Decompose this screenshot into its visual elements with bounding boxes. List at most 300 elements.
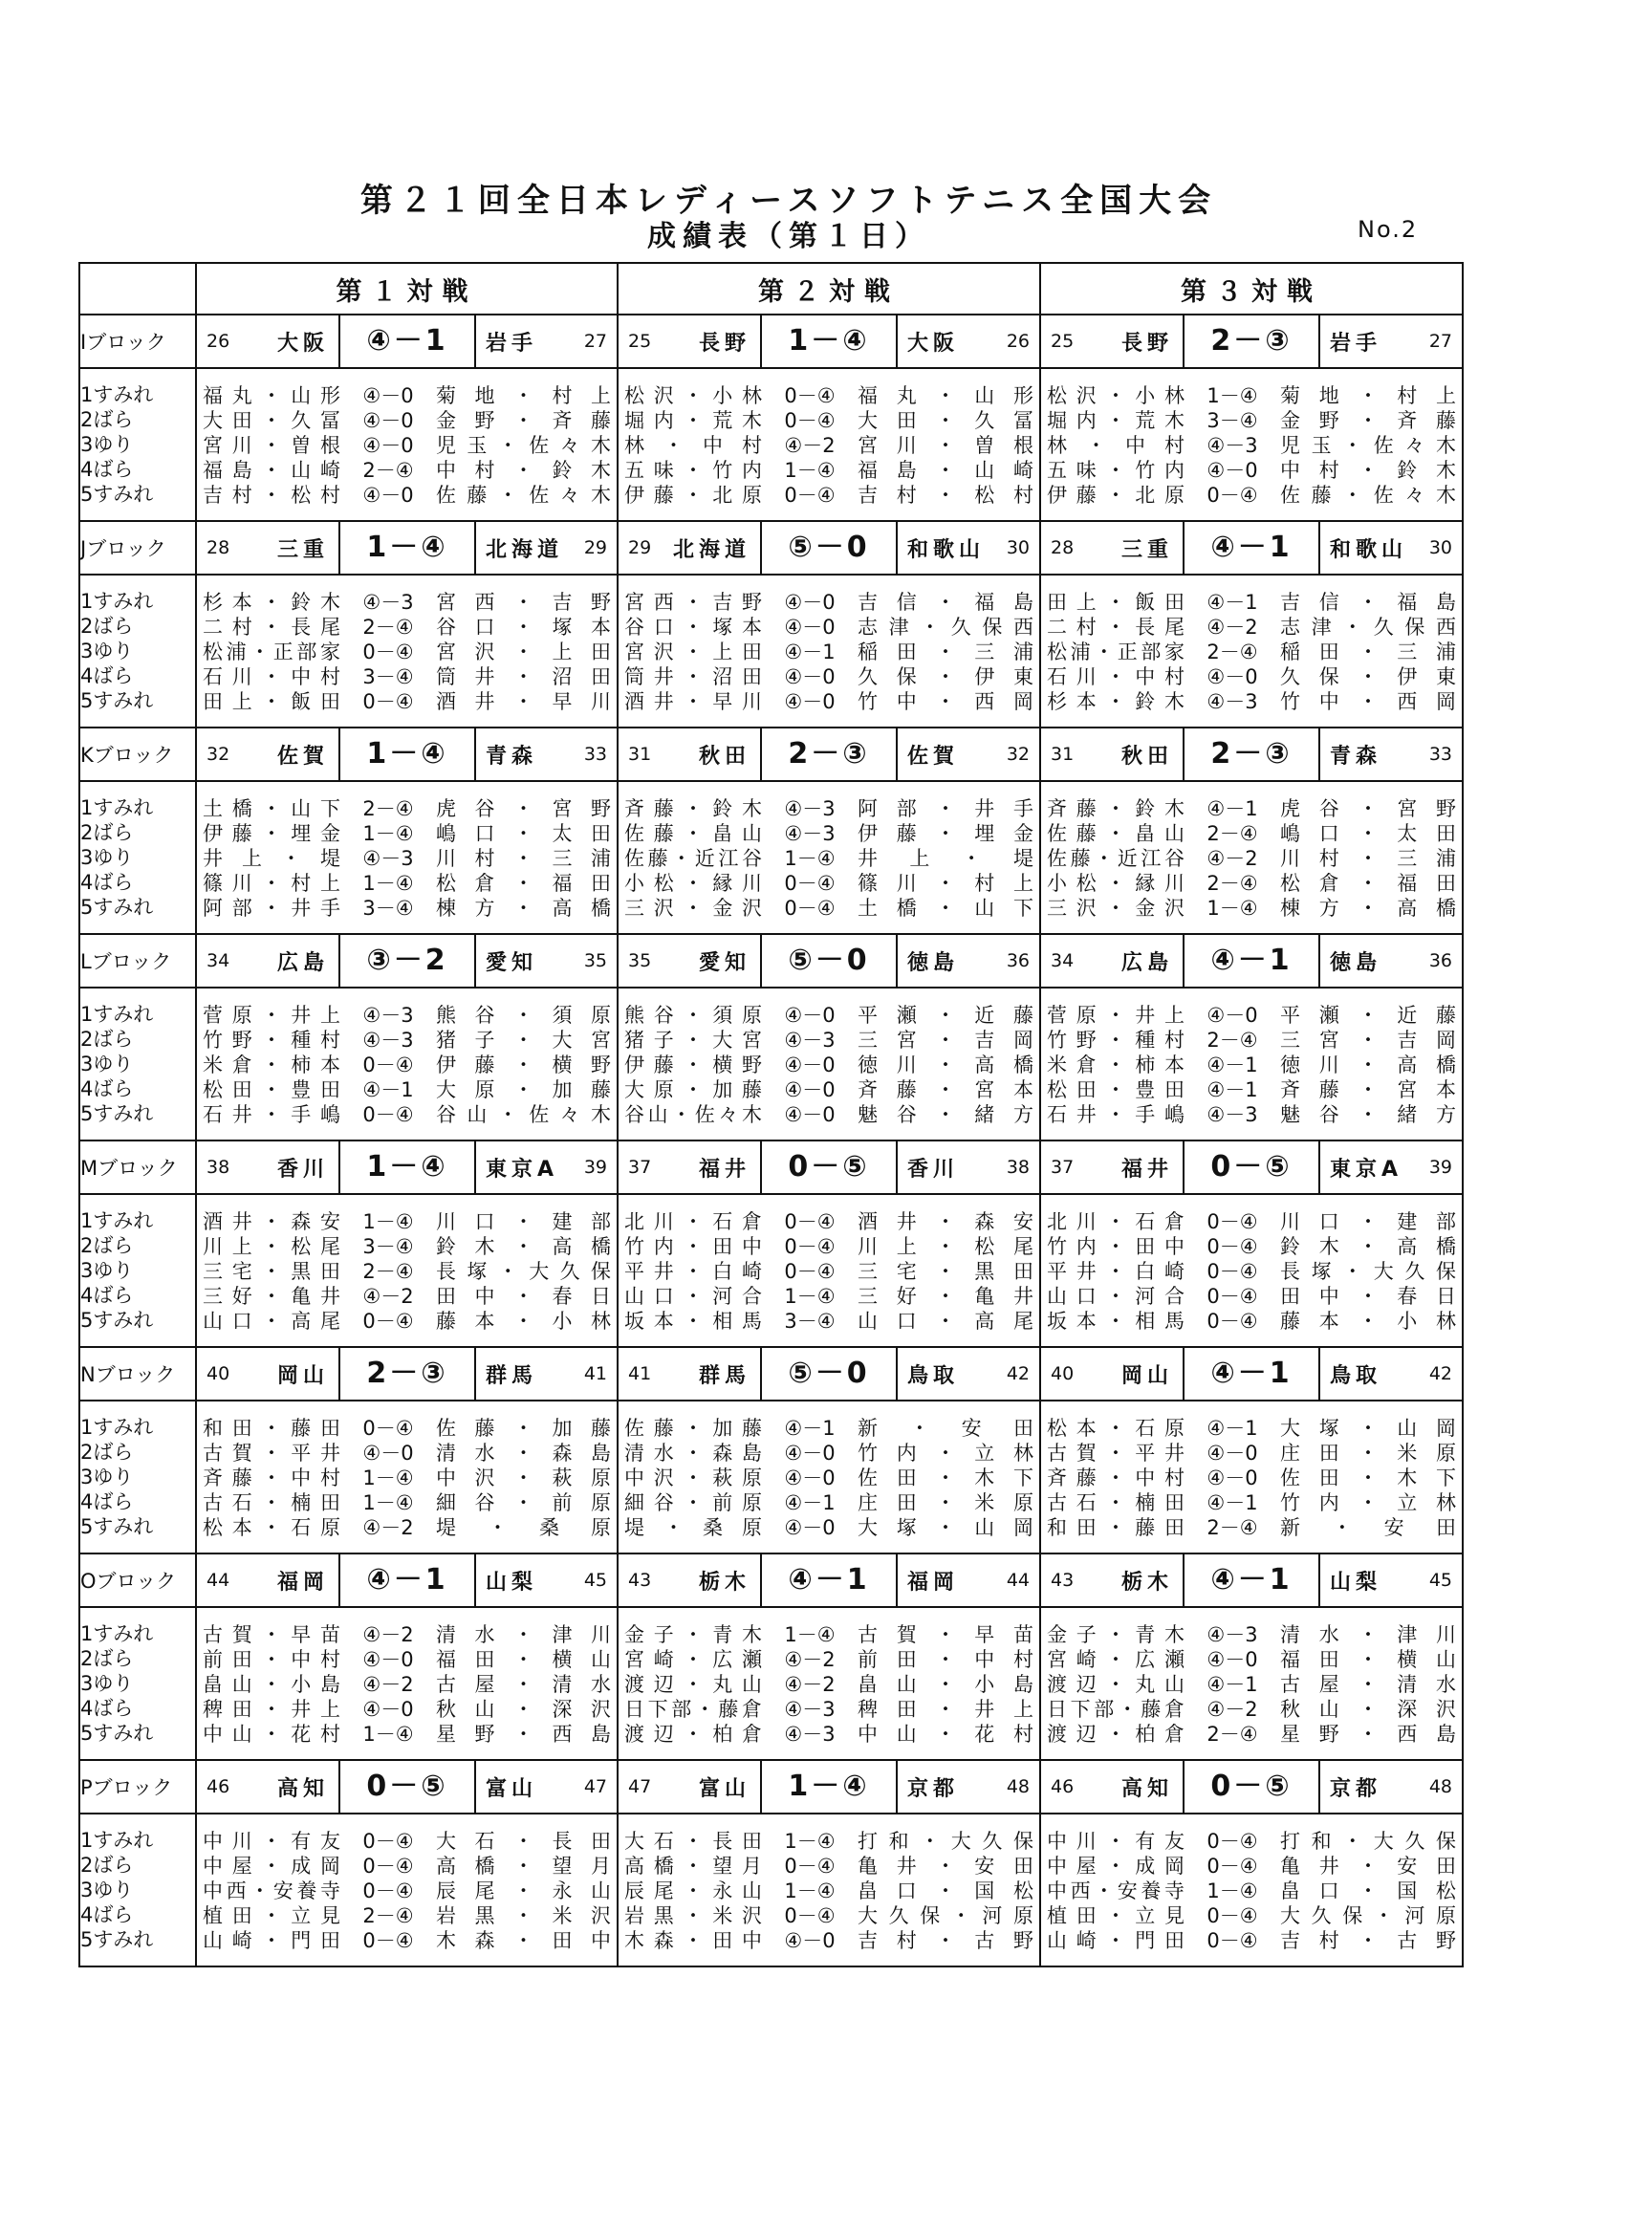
result-line: [619, 1878, 1039, 1902]
position-label: 5すみれ: [80, 1102, 154, 1125]
right-team-number: 27: [583, 331, 607, 352]
right-pair: 伊藤・横野: [436, 1054, 611, 1076]
right-team: [1320, 728, 1462, 780]
game-score: ④－0: [362, 409, 414, 432]
left-pair: 田上・飯田: [1047, 591, 1185, 614]
right-team-name: 山梨: [1330, 1570, 1382, 1595]
left-team: [1041, 935, 1185, 987]
right-pair: 児玉・佐々木: [436, 434, 611, 457]
right-pair: 中村・鈴木: [1280, 459, 1456, 482]
left-pair: 土橋・山下: [203, 797, 340, 820]
result-line: [1041, 1514, 1462, 1539]
left-pair: 三沢・金沢: [624, 897, 762, 920]
game-score: ④－2: [1206, 847, 1258, 870]
left-pair: 斉藤・鈴木: [1047, 797, 1185, 820]
result-line: [197, 1052, 617, 1076]
block-results-row: [79, 988, 1463, 1141]
match-results-cell: [618, 1194, 1040, 1347]
left-pair: 石川・中村: [1047, 665, 1185, 688]
left-pair: 山崎・門田: [1047, 1929, 1185, 1952]
left-pair: 石井・手嶋: [1047, 1103, 1185, 1126]
position-label: 3ゆり: [80, 846, 134, 869]
right-team-name: 北海道: [486, 537, 564, 562]
left-team-number: 38: [206, 1157, 230, 1178]
result-line: [1041, 1828, 1462, 1853]
left-pair: 坂本・相馬: [1047, 1310, 1185, 1333]
match-score: 0－⑤: [1185, 1761, 1320, 1813]
left-team: [619, 728, 762, 780]
result-line: [197, 1721, 617, 1746]
right-team-name: 愛知: [486, 950, 538, 975]
position-labels: [79, 1814, 196, 1966]
result-line: [197, 870, 617, 895]
left-pair: 高橋・望月: [624, 1855, 762, 1878]
right-pair: 井上・堤: [858, 847, 1033, 870]
result-line: [1041, 1027, 1462, 1052]
left-pair: 田上・飯田: [203, 690, 340, 713]
left-pair: 和田・藤田: [203, 1417, 340, 1440]
block-team-row: [79, 1347, 1463, 1401]
match-results-cell: [618, 1401, 1040, 1553]
left-pair: 伊藤・横野: [624, 1054, 762, 1076]
left-team-name: 群馬: [698, 1363, 750, 1388]
left-team: [1041, 1554, 1185, 1606]
right-pair: 福島・山崎: [858, 459, 1033, 482]
match-results-cell: [196, 1607, 618, 1760]
left-team-number: 47: [628, 1776, 652, 1797]
left-pair: 細谷・前原: [624, 1491, 762, 1514]
left-team-number: 41: [628, 1363, 652, 1384]
game-score: ④－3: [1206, 434, 1258, 457]
result-line: [1041, 1927, 1462, 1952]
right-team: [1320, 935, 1462, 987]
result-line: [197, 1828, 617, 1853]
match-header: [1041, 728, 1462, 780]
block-team-row: [79, 1760, 1463, 1814]
right-pair: 前田・中村: [858, 1648, 1033, 1671]
result-line: [197, 1902, 617, 1927]
result-line: [197, 1878, 617, 1902]
game-score: ④－0: [784, 1004, 836, 1027]
result-line: [619, 614, 1039, 639]
right-pair: 田中・春日: [1280, 1285, 1456, 1308]
match-results-cell: [196, 1401, 618, 1553]
game-score: 3－④: [362, 665, 414, 688]
left-pair: 福丸・山形: [203, 384, 340, 407]
game-score: 0－④: [784, 1260, 836, 1283]
right-pair: 徳川・高橋: [1280, 1054, 1456, 1076]
result-line: [619, 1101, 1039, 1126]
left-team-name: 岡山: [276, 1363, 329, 1388]
position-label: 1すみれ: [80, 1416, 154, 1439]
match-results-cell: [618, 368, 1040, 521]
game-score: 1－④: [362, 1723, 414, 1746]
match-results-cell: [618, 1607, 1040, 1760]
result-line: [197, 1283, 617, 1308]
right-pair: 宮沢・上田: [436, 641, 611, 663]
match-results-cell: [196, 575, 618, 728]
left-pair: 清水・森島: [624, 1442, 762, 1465]
left-pair: 酒井・森安: [203, 1210, 340, 1233]
left-pair: 和田・藤田: [1047, 1516, 1185, 1539]
position-label: 2ばら: [80, 408, 134, 431]
right-pair: 藤本・小林: [1280, 1310, 1456, 1333]
result-line: [619, 407, 1039, 432]
match-results-cell: [618, 781, 1040, 934]
match-results-cell: [1040, 1401, 1463, 1553]
left-team-name: 栃木: [1120, 1570, 1173, 1595]
right-pair: 吉村・古野: [1280, 1929, 1456, 1952]
left-pair: 佐藤・加藤: [624, 1417, 762, 1440]
result-line: [1041, 663, 1462, 688]
left-pair: 石川・中村: [203, 665, 340, 688]
match-header: [1041, 1761, 1462, 1813]
game-score: 0－④: [784, 384, 836, 407]
right-team-name: 福岡: [907, 1570, 960, 1595]
position-labels: [79, 1607, 196, 1760]
left-team-name: 長野: [698, 331, 750, 356]
right-team-name: 香川: [907, 1157, 960, 1182]
result-line: [619, 589, 1039, 614]
position-label: 2ばら: [80, 615, 134, 638]
right-pair: 竹中・西岡: [858, 690, 1033, 713]
right-pair: 嶋口・太田: [1280, 822, 1456, 845]
left-pair: 竹野・種村: [1047, 1029, 1185, 1052]
result-line: [619, 1076, 1039, 1101]
right-pair: 大石・長田: [436, 1830, 611, 1853]
result-line: [197, 382, 617, 407]
position-label: 2ばら: [80, 1234, 134, 1257]
game-score: ④－1: [1206, 797, 1258, 820]
right-pair: 畠口・国松: [858, 1879, 1033, 1902]
result-line: [197, 457, 617, 482]
right-team-number: 44: [1006, 1570, 1030, 1591]
result-line: [1041, 1002, 1462, 1027]
game-score: 0－④: [784, 1235, 836, 1258]
left-team-number: 40: [1051, 1363, 1075, 1384]
match-header: [1041, 1141, 1462, 1193]
match-results-cell: [1040, 988, 1463, 1141]
match-header: [197, 522, 617, 574]
match-results-cell: [196, 988, 618, 1141]
right-pair: 久保・伊東: [1280, 665, 1456, 688]
block-team-row: [79, 934, 1463, 988]
left-pair: 猪子・大宮: [624, 1029, 762, 1052]
game-score: ④－1: [1206, 591, 1258, 614]
game-score: ④－0: [362, 1648, 414, 1671]
left-team-name: 大阪: [276, 331, 329, 356]
right-pair: 魅谷・緒方: [1280, 1103, 1456, 1126]
left-pair: 渡辺・丸山: [1047, 1673, 1185, 1696]
match-results-cell: [1040, 368, 1463, 521]
right-pair: 佐藤・加藤: [436, 1417, 611, 1440]
right-team-number: 39: [583, 1157, 607, 1178]
game-score: 0－④: [1206, 1285, 1258, 1308]
right-pair: 大塚・山岡: [858, 1516, 1033, 1539]
right-pair: 大久保・河原: [858, 1904, 1033, 1927]
game-score: 0－④: [784, 409, 836, 432]
right-pair: 平瀬・近藤: [1280, 1004, 1456, 1027]
left-pair: 古石・楠田: [1047, 1491, 1185, 1514]
right-pair: 中村・鈴木: [436, 459, 611, 482]
result-line: [1041, 1489, 1462, 1514]
left-team-number: 26: [206, 331, 230, 352]
right-team: [476, 1761, 617, 1813]
match-score: 2－③: [1185, 728, 1320, 780]
left-pair: 五味・竹内: [624, 459, 762, 482]
left-team-number: 29: [628, 537, 652, 558]
result-line: [619, 382, 1039, 407]
match-header-cell: [618, 1141, 1040, 1194]
right-pair: 古屋・清水: [1280, 1673, 1456, 1696]
match-score: 2－③: [762, 728, 898, 780]
result-line: [619, 1902, 1039, 1927]
right-team-number: 48: [1428, 1776, 1452, 1797]
match-results-cell: [1040, 781, 1463, 934]
match-header: [619, 1141, 1039, 1193]
left-pair: 金子・青木: [1047, 1623, 1185, 1646]
block-team-row: [79, 1141, 1463, 1194]
game-score: ④－3: [362, 591, 414, 614]
block-name: Jブロック: [79, 521, 196, 575]
left-team: [197, 522, 340, 574]
game-score: 2－④: [1206, 822, 1258, 845]
result-line: [619, 1415, 1039, 1440]
page-title: 第２１回全日本レディースソフトテニス全国大会: [359, 182, 1218, 220]
left-team-name: 高知: [276, 1776, 329, 1801]
match-results-cell: [1040, 575, 1463, 728]
right-team-number: 30: [1006, 537, 1030, 558]
left-pair: 川上・松尾: [203, 1235, 340, 1258]
match-header: [197, 1554, 617, 1606]
game-score: ④－0: [1206, 665, 1258, 688]
match-results-cell: [1040, 1194, 1463, 1347]
match-score: 0－⑤: [340, 1761, 476, 1813]
right-pair: 久保・伊東: [858, 665, 1033, 688]
game-score: 2－④: [1206, 641, 1258, 663]
right-team-name: 徳島: [1330, 950, 1382, 975]
position-label: 1すみれ: [80, 1622, 154, 1645]
result-line: [197, 1465, 617, 1489]
left-pair: 稗田・井上: [203, 1698, 340, 1721]
right-team-name: 和歌山: [907, 537, 986, 562]
left-pair: 小松・縁川: [624, 872, 762, 895]
left-pair: 大田・久冨: [203, 409, 340, 432]
result-line: [619, 688, 1039, 713]
left-team: [619, 1554, 762, 1606]
game-score: 2－④: [1206, 1029, 1258, 1052]
match-score: 2－③: [1185, 315, 1320, 367]
left-pair: 松沢・小林: [1047, 384, 1185, 407]
match-header-cell: [618, 521, 1040, 575]
left-team-number: 31: [628, 744, 652, 765]
result-line: [1041, 589, 1462, 614]
left-pair: 堀内・荒木: [1047, 409, 1185, 432]
right-pair: 金野・斉藤: [1280, 409, 1456, 432]
right-pair: 吉信・福島: [858, 591, 1033, 614]
game-score: ④－3: [784, 797, 836, 820]
match-score: ③－2: [340, 935, 476, 987]
position-label: 2ばら: [80, 1647, 134, 1670]
block-name: Mブロック: [79, 1141, 196, 1194]
game-score: 0－④: [1206, 1235, 1258, 1258]
result-line: [619, 1440, 1039, 1465]
position-labels: [79, 781, 196, 934]
left-pair: 菅原・井上: [1047, 1004, 1185, 1027]
result-line: [619, 1258, 1039, 1283]
result-line: [619, 1027, 1039, 1052]
left-pair: 斉藤・中村: [203, 1466, 340, 1489]
left-pair: 米倉・柿本: [203, 1054, 340, 1076]
block-results-row: [79, 1194, 1463, 1347]
match-results-cell: [1040, 1607, 1463, 1760]
left-pair: 畠山・小島: [203, 1673, 340, 1696]
match-header: [619, 1554, 1039, 1606]
position-label: 5すみれ: [80, 689, 154, 712]
game-score: ④－2: [784, 434, 836, 457]
left-pair: 佐藤・近江谷: [624, 847, 762, 870]
block-results-row: [79, 1401, 1463, 1553]
left-pair: 渡辺・柏倉: [1047, 1723, 1185, 1746]
game-score: ④－0: [362, 384, 414, 407]
right-team-name: 富山: [486, 1776, 538, 1801]
result-line: [619, 1002, 1039, 1027]
result-line: [619, 663, 1039, 688]
left-pair: 宮崎・広瀬: [624, 1648, 762, 1671]
left-pair: 植田・立見: [1047, 1904, 1185, 1927]
match-header-cell: [1040, 315, 1463, 368]
left-pair: 宮西・吉野: [624, 591, 762, 614]
right-pair: 古賀・早苗: [858, 1623, 1033, 1646]
result-line: [1041, 1621, 1462, 1646]
result-line: [197, 820, 617, 845]
left-pair: 前田・中村: [203, 1648, 340, 1671]
right-team: [898, 1141, 1039, 1193]
match-score: ④－1: [1185, 1554, 1320, 1606]
right-team: [476, 728, 617, 780]
result-line: [197, 1308, 617, 1333]
right-pair: 山口・高尾: [858, 1310, 1033, 1333]
right-team-name: 京都: [907, 1776, 960, 1801]
left-pair: 中山・花村: [203, 1723, 340, 1746]
left-pair: 日下部・藤倉: [1047, 1698, 1185, 1721]
left-team-number: 25: [1051, 331, 1075, 352]
left-team-number: 46: [1051, 1776, 1075, 1797]
right-team-number: 42: [1006, 1363, 1030, 1384]
right-team: [476, 315, 617, 367]
left-team-name: 長野: [1120, 331, 1173, 356]
right-team: [898, 728, 1039, 780]
match-score: ④－1: [1185, 1348, 1320, 1400]
result-line: [197, 1440, 617, 1465]
left-pair: 平井・白崎: [1047, 1260, 1185, 1283]
match-score: ⑤－0: [762, 935, 898, 987]
left-pair: 松本・石原: [1047, 1417, 1185, 1440]
right-team-number: 29: [583, 537, 607, 558]
position-label: 5すみれ: [80, 896, 154, 919]
game-score: ④－3: [784, 1698, 836, 1721]
left-pair: 堤・桑原: [624, 1516, 762, 1539]
game-score: ④－0: [362, 484, 414, 507]
left-pair: 米倉・柿本: [1047, 1054, 1185, 1076]
left-team-number: 43: [1051, 1570, 1075, 1591]
result-line: [1041, 1721, 1462, 1746]
match-header: [1041, 1348, 1462, 1400]
right-pair: 福田・横山: [1280, 1648, 1456, 1671]
match-header: [619, 315, 1039, 367]
right-pair: 三好・亀井: [858, 1285, 1033, 1308]
result-line: [197, 688, 617, 713]
result-line: [1041, 688, 1462, 713]
title-block: [258, 182, 1319, 254]
result-line: [1041, 1878, 1462, 1902]
left-team: [1041, 1348, 1185, 1400]
left-team-number: 25: [628, 331, 652, 352]
left-team: [197, 1141, 340, 1193]
match-header-cell: [1040, 728, 1463, 781]
result-line: [197, 845, 617, 870]
right-team: [898, 522, 1039, 574]
right-pair: 川上・松尾: [858, 1235, 1033, 1258]
match-header-cell: [618, 1760, 1040, 1814]
result-line: [619, 1721, 1039, 1746]
result-line: [1041, 1076, 1462, 1101]
position-label: 4ばら: [80, 664, 134, 687]
left-team: [197, 315, 340, 367]
result-line: [619, 482, 1039, 507]
left-pair: 伊藤・北原: [624, 484, 762, 507]
game-score: ④－2: [362, 1623, 414, 1646]
right-pair: 阿部・井手: [858, 797, 1033, 820]
result-line: [619, 1828, 1039, 1853]
right-pair: 川口・建部: [1280, 1210, 1456, 1233]
match-header: [197, 935, 617, 987]
game-score: ④－3: [784, 822, 836, 845]
right-pair: 斉藤・宮本: [858, 1078, 1033, 1101]
result-line: [619, 1052, 1039, 1076]
position-label: 4ばら: [80, 871, 134, 894]
right-team-name: 山梨: [486, 1570, 538, 1595]
left-pair: 山口・河合: [624, 1285, 762, 1308]
right-team: [1320, 522, 1462, 574]
result-line: [197, 1671, 617, 1696]
right-pair: 竹中・西岡: [1280, 690, 1456, 713]
right-team-number: 27: [1428, 331, 1452, 352]
right-pair: 酒井・森安: [858, 1210, 1033, 1233]
result-line: [197, 589, 617, 614]
result-line: [1041, 1052, 1462, 1076]
right-pair: 大原・加藤: [436, 1078, 611, 1101]
left-pair: 松浦・正部家: [1047, 641, 1185, 663]
game-score: ④－3: [1206, 1623, 1258, 1646]
match-results-cell: [618, 988, 1040, 1141]
match-header: [1041, 935, 1462, 987]
right-pair: 清水・森島: [436, 1442, 611, 1465]
game-score: ④－0: [784, 1516, 836, 1539]
right-pair: 虎谷・宮野: [436, 797, 611, 820]
match-header-cell: [618, 728, 1040, 781]
header-row: [79, 263, 1463, 315]
result-line: [197, 614, 617, 639]
right-pair: 大田・久冨: [858, 409, 1033, 432]
position-labels: [79, 575, 196, 728]
left-team: [1041, 1761, 1185, 1813]
match-header-cell: [618, 1553, 1040, 1607]
left-team-number: 28: [1051, 537, 1075, 558]
right-pair: 秋山・深沢: [436, 1698, 611, 1721]
match-header-cell: [1040, 1553, 1463, 1607]
right-pair: 細谷・前原: [436, 1491, 611, 1514]
